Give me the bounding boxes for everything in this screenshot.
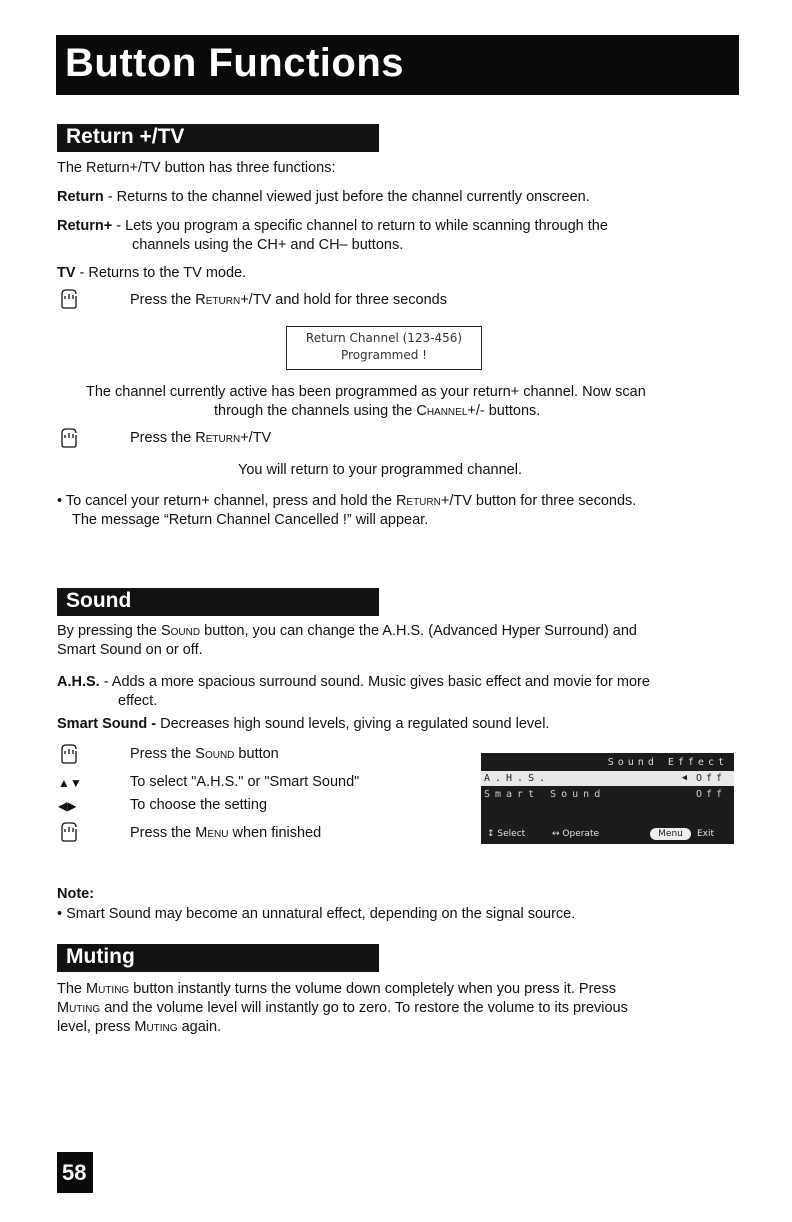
- button-name: Channel: [416, 403, 468, 419]
- bullet-text: • To cancel your return+ channel, press and hold the: [57, 493, 396, 509]
- hand-press-icon: [59, 821, 79, 843]
- step-text: button: [234, 746, 279, 762]
- section-return-tv-header: [57, 124, 379, 152]
- button-name: Muting: [86, 981, 130, 997]
- returnplus-definition: [57, 217, 608, 236]
- hand-press-icon: [59, 288, 79, 310]
- section-muting-header: [57, 944, 379, 972]
- left-arrow-icon: ◀: [681, 773, 687, 783]
- smart-desc: Decreases high sound levels, giving a regulated sound level.: [156, 716, 550, 732]
- osd-line-1: Return Channel (123-456): [305, 331, 463, 345]
- sound-step-1: [130, 745, 279, 764]
- menu-row-label: A.H.S.: [484, 773, 551, 784]
- intro-text: button, you can change the A.H.S. (Advanced Hyper Surround) and: [200, 623, 637, 639]
- menu-row-label: Smart Sound: [484, 789, 606, 800]
- menu-row-value: Off: [695, 773, 726, 784]
- muting-text: level, press: [57, 1019, 135, 1035]
- button-name: Menu: [195, 825, 229, 841]
- ahs-desc: - Adds a more spacious surround sound. Music gives basic effect and movie for more: [99, 674, 650, 690]
- hand-press-icon: [59, 427, 79, 449]
- returnplus-desc: - Lets you program a specific channel to return to while scanning through the: [112, 218, 608, 234]
- button-name: Return: [195, 292, 241, 308]
- sound-effect-menu-screenshot: [481, 753, 734, 844]
- return-tv-intro: The Return+/TV button has three functions:: [57, 160, 336, 176]
- step-text: +/TV: [240, 430, 272, 446]
- step-text: Press the: [130, 825, 196, 841]
- ahs-term: A.H.S.: [57, 674, 100, 690]
- menu-row-smart-sound: [481, 787, 734, 802]
- section-sound-header: [57, 588, 379, 616]
- menu-footer-exit: Exit: [697, 829, 715, 839]
- return-note-line-2: [214, 402, 540, 421]
- note-title: Note:: [57, 886, 95, 902]
- note-text: • Smart Sound may become an unnatural effect, depending on the signal source.: [57, 906, 576, 922]
- return-step-2: [130, 429, 271, 448]
- button-name: Sound: [195, 746, 235, 762]
- cancel-bullet-line-2: The message “Return Channel Cancelled !” will appear.: [72, 512, 429, 528]
- return-step-1: [130, 291, 447, 310]
- muting-text: again.: [177, 1019, 222, 1035]
- left-right-arrows-icon: ◀▶: [58, 799, 77, 813]
- up-down-arrows-icon: ▲▼: [58, 776, 82, 790]
- returnplus-term: Return+: [57, 218, 113, 234]
- button-name: Muting: [57, 1000, 101, 1016]
- ahs-definition: [57, 673, 650, 692]
- muting-line-3: [57, 1018, 221, 1037]
- return-note-line-1: The channel currently active has been programmed as your return+ channel. Now scan: [86, 384, 646, 400]
- smart-term: Smart Sound -: [57, 716, 157, 732]
- cancel-bullet-line-1: [57, 492, 636, 511]
- return-desc: - Returns to the channel viewed just before the channel currently onscreen.: [103, 189, 590, 205]
- page-number-box: [57, 1152, 93, 1193]
- step-text: Press the: [130, 430, 196, 446]
- returnplus-desc-cont: channels using the CH+ and CH– buttons.: [132, 237, 404, 253]
- tv-desc: - Returns to the TV mode.: [75, 265, 247, 281]
- menu-footer-select: ↕ Select: [487, 829, 526, 839]
- intro-text: By pressing the: [57, 623, 161, 639]
- menu-title: Sound Effect: [607, 757, 728, 768]
- button-name: Sound: [160, 623, 201, 639]
- step-text: when finished: [228, 825, 322, 841]
- return-term: Return: [57, 189, 104, 205]
- sound-intro-line-2: Smart Sound on or off.: [57, 642, 203, 658]
- step-text: Press the: [130, 746, 196, 762]
- bullet-text: +/TV button for three seconds.: [440, 493, 637, 509]
- section-title: Sound: [66, 589, 132, 612]
- step-text: Press the: [130, 292, 196, 308]
- menu-footer-menu-pill: Menu: [650, 828, 691, 840]
- osd-line-2: Programmed !: [341, 348, 427, 362]
- section-title: Return +/TV: [66, 125, 185, 148]
- sound-intro-line-1: [57, 622, 637, 641]
- page-title-bar: [56, 35, 739, 95]
- muting-text: button instantly turns the volume down completely when you press it. Press: [129, 981, 617, 997]
- step-text: +/TV and hold for three seconds: [240, 292, 447, 308]
- muting-line-1: [57, 980, 616, 999]
- tv-term: TV: [57, 265, 76, 281]
- page-title: Button Functions: [65, 41, 405, 85]
- muting-text: and the volume level will instantly go to zero. To restore the volume to its previous: [100, 1000, 628, 1016]
- muting-line-2: [57, 999, 628, 1018]
- smart-sound-definition: [57, 715, 549, 734]
- button-name: Return: [395, 493, 441, 509]
- button-name: Muting: [134, 1019, 178, 1035]
- page-number: 58: [62, 1160, 87, 1185]
- menu-row-ahs: [481, 771, 734, 786]
- osd-return-channel-message: [286, 326, 482, 370]
- sound-step-4: [130, 824, 321, 843]
- sound-step-3: To choose the setting: [130, 797, 268, 813]
- note-text: +/- buttons.: [467, 403, 541, 419]
- return-step-2-result: You will return to your programmed channel.: [238, 462, 522, 478]
- tv-definition: [57, 264, 246, 283]
- menu-row-value: Off: [695, 789, 726, 800]
- menu-footer-operate: ↔ Operate: [552, 829, 600, 839]
- note-text: through the channels using the: [214, 403, 417, 419]
- ahs-desc-cont: effect.: [118, 693, 158, 709]
- return-definition: [57, 188, 590, 207]
- section-title: Muting: [66, 945, 135, 968]
- menu-footer: [481, 827, 734, 842]
- sound-step-2: To select "A.H.S." or "Smart Sound": [130, 774, 360, 790]
- muting-text: The: [57, 981, 87, 997]
- hand-press-icon: [59, 743, 79, 765]
- button-name: Return: [195, 430, 241, 446]
